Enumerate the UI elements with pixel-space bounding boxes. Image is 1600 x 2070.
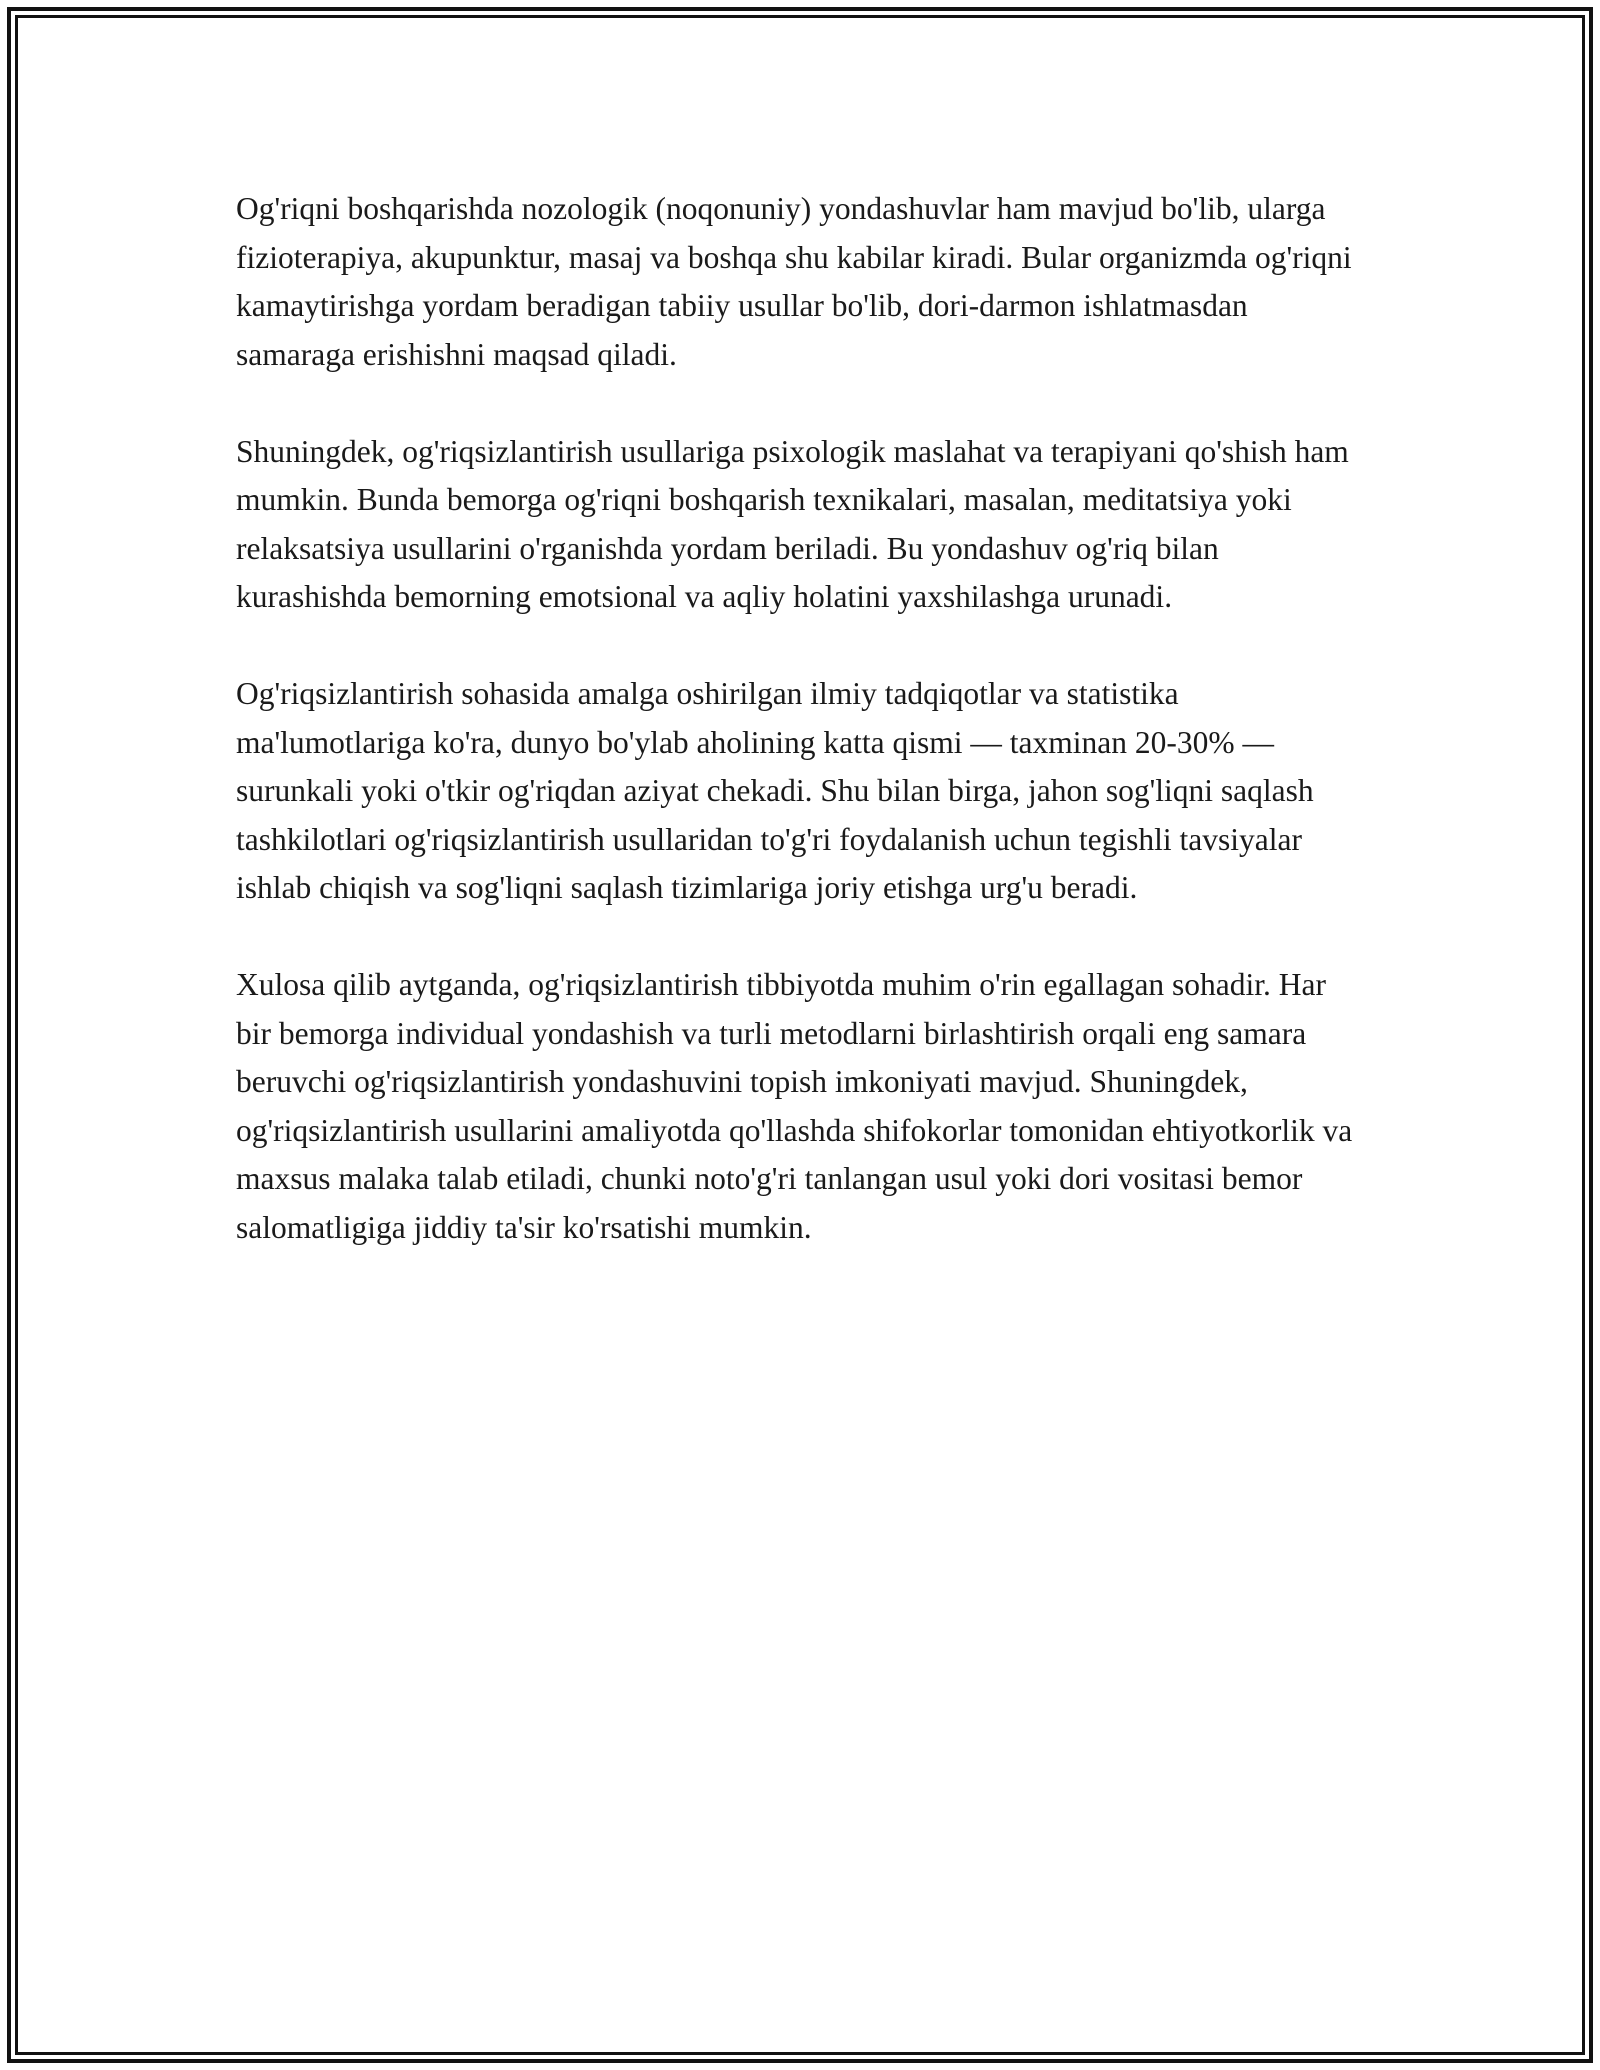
paragraph-3: Og'riqsizlantirish sohasida amalga oshirilgan ilmiy tadqiqotlar va statistika ma'lumotlariga ko'ra, dunyo bo'ylab aholining katta qismi — taxminan 20-30% — surunkali yoki o'tkir og'riqdan aziyat chekadi. Shu bilan birga, jahon sog'liqni saqlash tashkilotlari og'riqsizlantirish usullaridan to'g'ri foydalanish uchun tegishli tavsiyalar ishlab chiqish va sog'liqni saqlash tizimlariga joriy etishga urg'u beradi. [236,676,1314,905]
paragraph-4: Xulosa qilib aytganda, og'riqsizlantirish tibbiyotda muhim o'rin egallagan sohadir. Har bir bemorga individual yondashish va turli metodlarni birlashtirish orqali eng samara beruvchi og'riqsizlantirish yondashuvini topish imkoniyati mavjud. Shuningdek, og'riqsizlantirish usullarini amaliyotda qo'llashda shifokorlar tomonidan ehtiyotkorlik va maxsus malaka talab etiladi, chunki noto'g'ri tanlangan usul yoki dori vositasi bemor salomatligiga jiddiy ta'sir ko'rsatishi mumkin. [236,967,1353,1245]
paragraph-2: Shuningdek, og'riqsizlantirish usullariga psixologik maslahat va terapiyani qo'shish ham mumkin. Bunda bemorga og'riqni boshqarish texnikalari, masalan, meditatsiya yoki relaksatsiya usullarini o'rganishda yordam beriladi. Bu yondashuv og'riq bilan kurashishda bemorning emotsional va aqliy holatini yaxshilashga urunadi. [236,433,1349,614]
document-body [236,185,1364,1301]
paragraph-1: Og'riqni boshqarishda nozologik (noqonuniy) yondashuvlar ham mavjud bo'lib, ularga fizioterapiya, akupunktur, masaj va boshqa shu kabilar kiradi. Bular organizmda og'riqni kamaytirishga yordam beradigan tabiiy usullar bo'lib, dori-darmon ishlatmasdan samaraga erishishni maqsad qiladi. [236,191,1352,372]
